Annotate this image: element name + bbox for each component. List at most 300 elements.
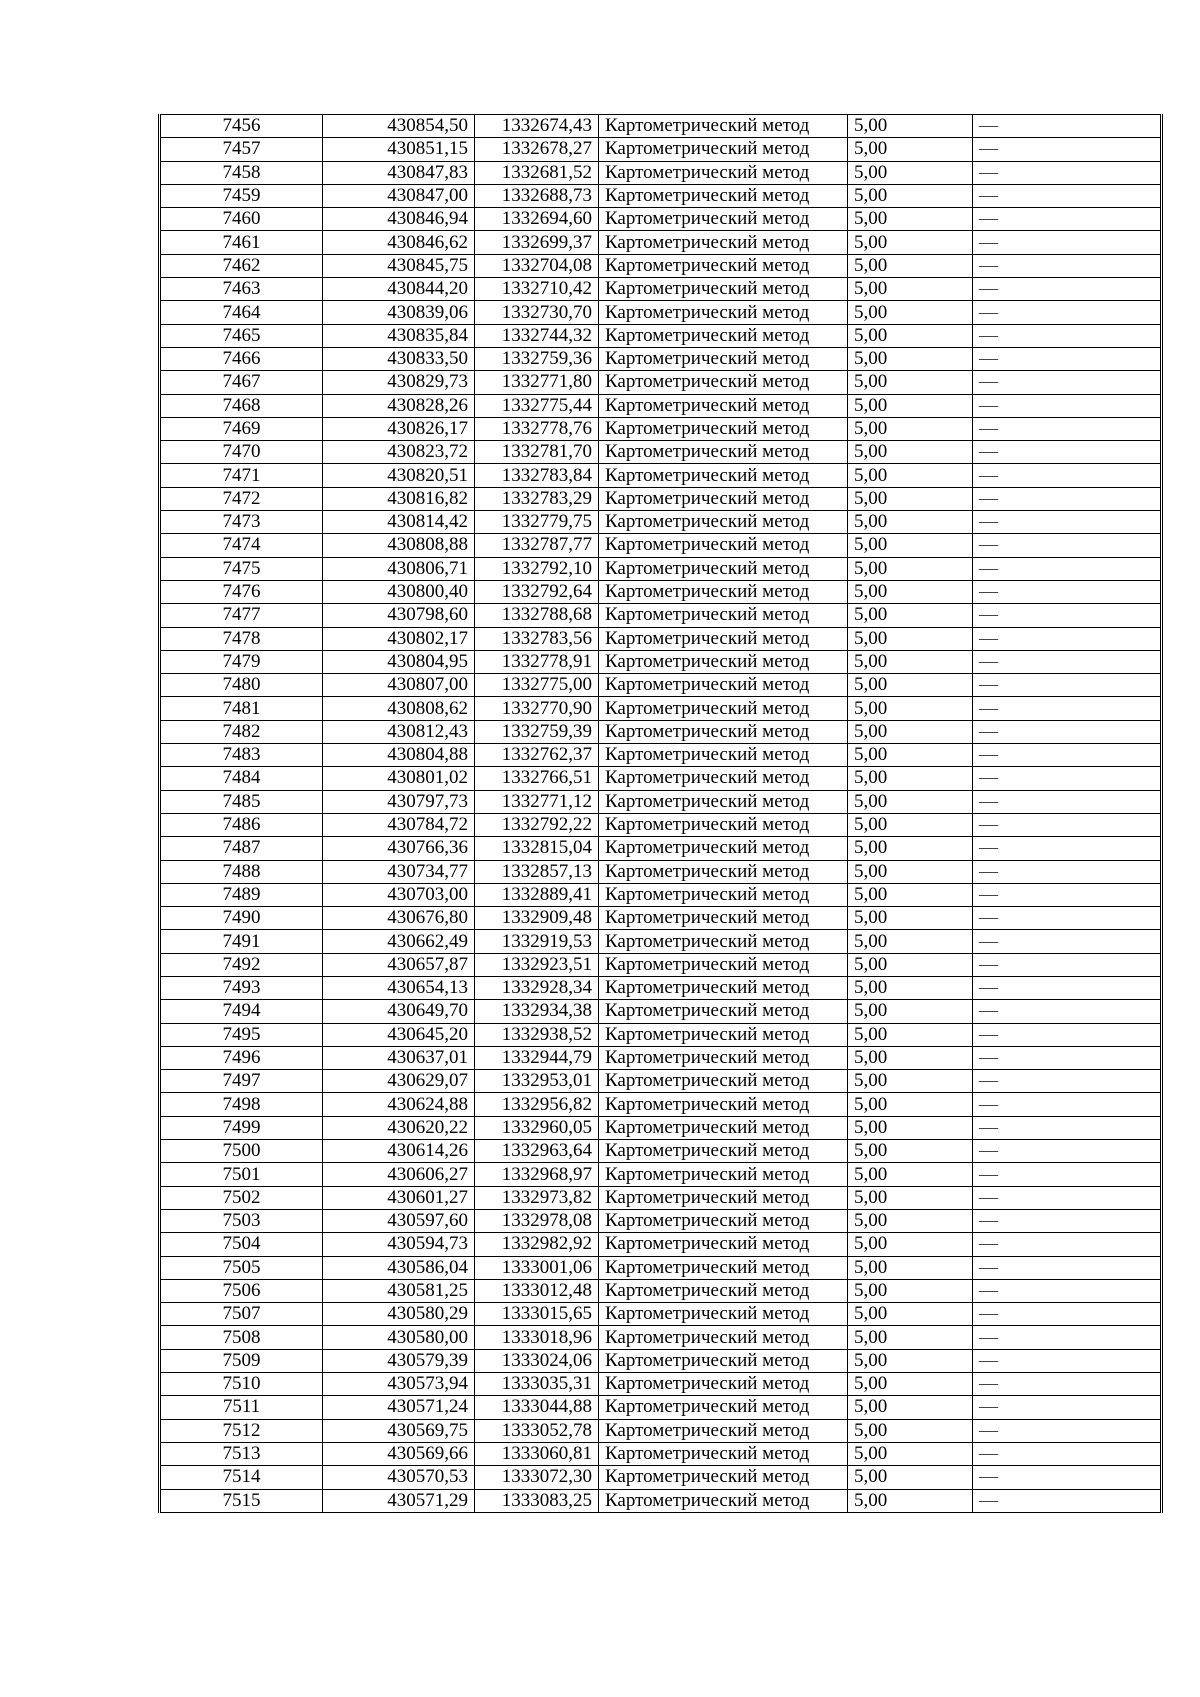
note-cell: —: [973, 347, 1162, 370]
y-coordinate-cell: 1332956,82: [475, 1093, 599, 1116]
note-cell: —: [973, 627, 1162, 650]
x-coordinate-cell: 430808,62: [323, 697, 475, 720]
y-coordinate-cell: 1333018,96: [475, 1326, 599, 1349]
point-number-cell: 7499: [160, 1116, 323, 1139]
note-cell: —: [973, 208, 1162, 231]
y-coordinate-cell: 1332681,52: [475, 161, 599, 184]
table-row: [160, 1466, 1162, 1489]
table-row: [160, 976, 1162, 999]
table-row: [160, 324, 1162, 347]
x-coordinate-cell: 430662,49: [323, 930, 475, 953]
accuracy-cell: 5,00: [848, 953, 973, 976]
point-number-cell: 7495: [160, 1023, 323, 1046]
note-cell: —: [973, 1163, 1162, 1186]
table-row: [160, 720, 1162, 743]
method-cell: Картометрический метод: [599, 976, 848, 999]
point-number-cell: 7490: [160, 907, 323, 930]
accuracy-cell: 5,00: [848, 604, 973, 627]
method-cell: Картометрический метод: [599, 860, 848, 883]
note-cell: —: [973, 674, 1162, 697]
x-coordinate-cell: 430847,00: [323, 184, 475, 207]
point-number-cell: 7482: [160, 720, 323, 743]
accuracy-cell: 5,00: [848, 813, 973, 836]
note-cell: —: [973, 1349, 1162, 1372]
method-cell: Картометрический метод: [599, 1163, 848, 1186]
table-row: [160, 650, 1162, 673]
table-row: [160, 1396, 1162, 1419]
table-row: [160, 1349, 1162, 1372]
note-cell: —: [973, 720, 1162, 743]
method-cell: Картометрический метод: [599, 417, 848, 440]
method-cell: Картометрический метод: [599, 115, 848, 138]
table-row: [160, 930, 1162, 953]
table-row: [160, 534, 1162, 557]
y-coordinate-cell: 1332909,48: [475, 907, 599, 930]
point-number-cell: 7510: [160, 1373, 323, 1396]
accuracy-cell: 5,00: [848, 1163, 973, 1186]
x-coordinate-cell: 430614,26: [323, 1140, 475, 1163]
table-row: [160, 860, 1162, 883]
x-coordinate-cell: 430854,50: [323, 115, 475, 138]
note-cell: —: [973, 557, 1162, 580]
table-row: [160, 1186, 1162, 1209]
note-cell: —: [973, 534, 1162, 557]
accuracy-cell: 5,00: [848, 1349, 973, 1372]
method-cell: Картометрический метод: [599, 487, 848, 510]
method-cell: Картометрический метод: [599, 184, 848, 207]
note-cell: —: [973, 278, 1162, 301]
note-cell: —: [973, 976, 1162, 999]
point-number-cell: 7496: [160, 1046, 323, 1069]
method-cell: Картометрический метод: [599, 1442, 848, 1465]
method-cell: Картометрический метод: [599, 324, 848, 347]
note-cell: —: [973, 138, 1162, 161]
accuracy-cell: 5,00: [848, 184, 973, 207]
accuracy-cell: 5,00: [848, 1186, 973, 1209]
method-cell: Картометрический метод: [599, 254, 848, 277]
table-row: [160, 394, 1162, 417]
accuracy-cell: 5,00: [848, 394, 973, 417]
x-coordinate-cell: 430645,20: [323, 1023, 475, 1046]
x-coordinate-cell: 430846,94: [323, 208, 475, 231]
point-number-cell: 7464: [160, 301, 323, 324]
note-cell: —: [973, 324, 1162, 347]
y-coordinate-cell: 1333015,65: [475, 1303, 599, 1326]
table-row: [160, 1419, 1162, 1442]
x-coordinate-cell: 430804,88: [323, 744, 475, 767]
y-coordinate-cell: 1332759,39: [475, 720, 599, 743]
note-cell: —: [973, 1140, 1162, 1163]
accuracy-cell: 5,00: [848, 511, 973, 534]
x-coordinate-cell: 430606,27: [323, 1163, 475, 1186]
accuracy-cell: 5,00: [848, 208, 973, 231]
x-coordinate-cell: 430624,88: [323, 1093, 475, 1116]
table-row: [160, 1256, 1162, 1279]
table-row: [160, 208, 1162, 231]
note-cell: —: [973, 371, 1162, 394]
accuracy-cell: 5,00: [848, 720, 973, 743]
point-number-cell: 7457: [160, 138, 323, 161]
accuracy-cell: 5,00: [848, 907, 973, 930]
table-row: [160, 697, 1162, 720]
note-cell: —: [973, 464, 1162, 487]
note-cell: —: [973, 1000, 1162, 1023]
x-coordinate-cell: 430579,39: [323, 1349, 475, 1372]
note-cell: —: [973, 697, 1162, 720]
note-cell: —: [973, 1489, 1162, 1512]
x-coordinate-cell: 430569,75: [323, 1419, 475, 1442]
y-coordinate-cell: 1333044,88: [475, 1396, 599, 1419]
accuracy-cell: 5,00: [848, 790, 973, 813]
x-coordinate-cell: 430851,15: [323, 138, 475, 161]
accuracy-cell: 5,00: [848, 138, 973, 161]
method-cell: Картометрический метод: [599, 1093, 848, 1116]
note-cell: —: [973, 441, 1162, 464]
method-cell: Картометрический метод: [599, 1489, 848, 1512]
table-row: [160, 511, 1162, 534]
note-cell: —: [973, 115, 1162, 138]
point-number-cell: 7473: [160, 511, 323, 534]
y-coordinate-cell: 1332923,51: [475, 953, 599, 976]
y-coordinate-cell: 1332759,36: [475, 347, 599, 370]
accuracy-cell: 5,00: [848, 697, 973, 720]
x-coordinate-cell: 430637,01: [323, 1046, 475, 1069]
x-coordinate-cell: 430654,13: [323, 976, 475, 999]
accuracy-cell: 5,00: [848, 650, 973, 673]
x-coordinate-cell: 430808,88: [323, 534, 475, 557]
x-coordinate-cell: 430812,43: [323, 720, 475, 743]
point-number-cell: 7492: [160, 953, 323, 976]
table-row: [160, 441, 1162, 464]
point-number-cell: 7504: [160, 1233, 323, 1256]
table-row: [160, 1209, 1162, 1232]
method-cell: Картометрический метод: [599, 1186, 848, 1209]
note-cell: —: [973, 580, 1162, 603]
y-coordinate-cell: 1332978,08: [475, 1209, 599, 1232]
accuracy-cell: 5,00: [848, 417, 973, 440]
point-number-cell: 7486: [160, 813, 323, 836]
point-number-cell: 7503: [160, 1209, 323, 1232]
x-coordinate-cell: 430571,24: [323, 1396, 475, 1419]
accuracy-cell: 5,00: [848, 1419, 973, 1442]
note-cell: —: [973, 511, 1162, 534]
y-coordinate-cell: 1332778,76: [475, 417, 599, 440]
note-cell: —: [973, 1070, 1162, 1093]
y-coordinate-cell: 1333052,78: [475, 1419, 599, 1442]
table-row: [160, 1303, 1162, 1326]
y-coordinate-cell: 1332968,97: [475, 1163, 599, 1186]
y-coordinate-cell: 1332792,22: [475, 813, 599, 836]
accuracy-cell: 5,00: [848, 744, 973, 767]
table-row: [160, 254, 1162, 277]
x-coordinate-cell: 430835,84: [323, 324, 475, 347]
method-cell: Картометрический метод: [599, 347, 848, 370]
y-coordinate-cell: 1332779,75: [475, 511, 599, 534]
method-cell: Картометрический метод: [599, 1209, 848, 1232]
note-cell: —: [973, 650, 1162, 673]
method-cell: Картометрический метод: [599, 1070, 848, 1093]
x-coordinate-cell: 430807,00: [323, 674, 475, 697]
note-cell: —: [973, 254, 1162, 277]
x-coordinate-cell: 430806,71: [323, 557, 475, 580]
point-number-cell: 7475: [160, 557, 323, 580]
y-coordinate-cell: 1332762,37: [475, 744, 599, 767]
point-number-cell: 7512: [160, 1419, 323, 1442]
accuracy-cell: 5,00: [848, 557, 973, 580]
table-row: [160, 1116, 1162, 1139]
x-coordinate-cell: 430828,26: [323, 394, 475, 417]
table-row: [160, 557, 1162, 580]
accuracy-cell: 5,00: [848, 1326, 973, 1349]
x-coordinate-cell: 430847,83: [323, 161, 475, 184]
y-coordinate-cell: 1332792,10: [475, 557, 599, 580]
accuracy-cell: 5,00: [848, 324, 973, 347]
table-row: [160, 184, 1162, 207]
y-coordinate-cell: 1333072,30: [475, 1466, 599, 1489]
point-number-cell: 7502: [160, 1186, 323, 1209]
accuracy-cell: 5,00: [848, 860, 973, 883]
point-number-cell: 7458: [160, 161, 323, 184]
x-coordinate-cell: 430820,51: [323, 464, 475, 487]
note-cell: —: [973, 417, 1162, 440]
method-cell: Картометрический метод: [599, 557, 848, 580]
accuracy-cell: 5,00: [848, 1233, 973, 1256]
point-number-cell: 7493: [160, 976, 323, 999]
y-coordinate-cell: 1332938,52: [475, 1023, 599, 1046]
x-coordinate-cell: 430703,00: [323, 883, 475, 906]
note-cell: —: [973, 1419, 1162, 1442]
method-cell: Картометрический метод: [599, 953, 848, 976]
method-cell: Картометрический метод: [599, 1373, 848, 1396]
point-number-cell: 7513: [160, 1442, 323, 1465]
accuracy-cell: 5,00: [848, 580, 973, 603]
point-number-cell: 7478: [160, 627, 323, 650]
method-cell: Картометрический метод: [599, 767, 848, 790]
y-coordinate-cell: 1332857,13: [475, 860, 599, 883]
accuracy-cell: 5,00: [848, 1396, 973, 1419]
x-coordinate-cell: 430844,20: [323, 278, 475, 301]
x-coordinate-cell: 430798,60: [323, 604, 475, 627]
point-number-cell: 7476: [160, 580, 323, 603]
x-coordinate-cell: 430657,87: [323, 953, 475, 976]
method-cell: Картометрический метод: [599, 720, 848, 743]
y-coordinate-cell: 1332744,32: [475, 324, 599, 347]
y-coordinate-cell: 1332766,51: [475, 767, 599, 790]
point-number-cell: 7461: [160, 231, 323, 254]
table-row: [160, 464, 1162, 487]
x-coordinate-cell: 430801,02: [323, 767, 475, 790]
method-cell: Картометрический метод: [599, 161, 848, 184]
method-cell: Картометрический метод: [599, 697, 848, 720]
note-cell: —: [973, 907, 1162, 930]
point-number-cell: 7507: [160, 1303, 323, 1326]
y-coordinate-cell: 1332963,64: [475, 1140, 599, 1163]
y-coordinate-cell: 1332770,90: [475, 697, 599, 720]
table-row: [160, 604, 1162, 627]
note-cell: —: [973, 790, 1162, 813]
table-row: [160, 813, 1162, 836]
table-row: [160, 347, 1162, 370]
method-cell: Картометрический метод: [599, 1116, 848, 1139]
point-number-cell: 7494: [160, 1000, 323, 1023]
note-cell: —: [973, 837, 1162, 860]
point-number-cell: 7500: [160, 1140, 323, 1163]
method-cell: Картометрический метод: [599, 1303, 848, 1326]
table-row: [160, 674, 1162, 697]
note-cell: —: [973, 394, 1162, 417]
x-coordinate-cell: 430802,17: [323, 627, 475, 650]
method-cell: Картометрический метод: [599, 930, 848, 953]
accuracy-cell: 5,00: [848, 837, 973, 860]
point-number-cell: 7465: [160, 324, 323, 347]
x-coordinate-cell: 430649,70: [323, 1000, 475, 1023]
y-coordinate-cell: 1332688,73: [475, 184, 599, 207]
method-cell: Картометрический метод: [599, 604, 848, 627]
table-row: [160, 138, 1162, 161]
note-cell: —: [973, 1046, 1162, 1069]
x-coordinate-cell: 430569,66: [323, 1442, 475, 1465]
method-cell: Картометрический метод: [599, 511, 848, 534]
point-number-cell: 7498: [160, 1093, 323, 1116]
table-row: [160, 767, 1162, 790]
table-row: [160, 487, 1162, 510]
note-cell: —: [973, 1279, 1162, 1302]
note-cell: —: [973, 231, 1162, 254]
y-coordinate-cell: 1332928,34: [475, 976, 599, 999]
accuracy-cell: 5,00: [848, 441, 973, 464]
note-cell: —: [973, 161, 1162, 184]
table-row: [160, 1070, 1162, 1093]
note-cell: —: [973, 301, 1162, 324]
table-row: [160, 883, 1162, 906]
y-coordinate-cell: 1332783,56: [475, 627, 599, 650]
method-cell: Картометрический метод: [599, 1396, 848, 1419]
note-cell: —: [973, 1233, 1162, 1256]
note-cell: —: [973, 744, 1162, 767]
method-cell: Картометрический метод: [599, 278, 848, 301]
x-coordinate-cell: 430823,72: [323, 441, 475, 464]
accuracy-cell: 5,00: [848, 115, 973, 138]
y-coordinate-cell: 1332710,42: [475, 278, 599, 301]
method-cell: Картометрический метод: [599, 1279, 848, 1302]
method-cell: Картометрический метод: [599, 1233, 848, 1256]
y-coordinate-cell: 1333001,06: [475, 1256, 599, 1279]
method-cell: Картометрический метод: [599, 208, 848, 231]
accuracy-cell: 5,00: [848, 1256, 973, 1279]
note-cell: —: [973, 1326, 1162, 1349]
point-number-cell: 7505: [160, 1256, 323, 1279]
point-number-cell: 7466: [160, 347, 323, 370]
method-cell: Картометрический метод: [599, 1000, 848, 1023]
y-coordinate-cell: 1332730,70: [475, 301, 599, 324]
point-number-cell: 7515: [160, 1489, 323, 1512]
note-cell: —: [973, 1256, 1162, 1279]
method-cell: Картометрический метод: [599, 1023, 848, 1046]
method-cell: Картометрический метод: [599, 790, 848, 813]
accuracy-cell: 5,00: [848, 301, 973, 324]
accuracy-cell: 5,00: [848, 1373, 973, 1396]
accuracy-cell: 5,00: [848, 1000, 973, 1023]
x-coordinate-cell: 430586,04: [323, 1256, 475, 1279]
coordinates-table-body: [160, 115, 1162, 1513]
method-cell: Картометрический метод: [599, 627, 848, 650]
point-number-cell: 7511: [160, 1396, 323, 1419]
y-coordinate-cell: 1332919,53: [475, 930, 599, 953]
x-coordinate-cell: 430629,07: [323, 1070, 475, 1093]
point-number-cell: 7470: [160, 441, 323, 464]
y-coordinate-cell: 1332982,92: [475, 1233, 599, 1256]
note-cell: —: [973, 767, 1162, 790]
y-coordinate-cell: 1333060,81: [475, 1442, 599, 1465]
note-cell: —: [973, 930, 1162, 953]
x-coordinate-cell: 430570,53: [323, 1466, 475, 1489]
y-coordinate-cell: 1332704,08: [475, 254, 599, 277]
x-coordinate-cell: 430797,73: [323, 790, 475, 813]
method-cell: Картометрический метод: [599, 1256, 848, 1279]
method-cell: Картометрический метод: [599, 441, 848, 464]
note-cell: —: [973, 1186, 1162, 1209]
accuracy-cell: 5,00: [848, 1209, 973, 1232]
note-cell: —: [973, 813, 1162, 836]
method-cell: Картометрический метод: [599, 1046, 848, 1069]
accuracy-cell: 5,00: [848, 1442, 973, 1465]
note-cell: —: [973, 883, 1162, 906]
y-coordinate-cell: 1332674,43: [475, 115, 599, 138]
method-cell: Картометрический метод: [599, 1140, 848, 1163]
method-cell: Картометрический метод: [599, 534, 848, 557]
note-cell: —: [973, 1093, 1162, 1116]
point-number-cell: 7506: [160, 1279, 323, 1302]
method-cell: Картометрический метод: [599, 837, 848, 860]
point-number-cell: 7487: [160, 837, 323, 860]
accuracy-cell: 5,00: [848, 534, 973, 557]
y-coordinate-cell: 1332678,27: [475, 138, 599, 161]
note-cell: —: [973, 1209, 1162, 1232]
y-coordinate-cell: 1332934,38: [475, 1000, 599, 1023]
method-cell: Картометрический метод: [599, 744, 848, 767]
x-coordinate-cell: 430766,36: [323, 837, 475, 860]
note-cell: —: [973, 604, 1162, 627]
table-row: [160, 1140, 1162, 1163]
x-coordinate-cell: 430846,62: [323, 231, 475, 254]
x-coordinate-cell: 430594,73: [323, 1233, 475, 1256]
note-cell: —: [973, 860, 1162, 883]
point-number-cell: 7481: [160, 697, 323, 720]
y-coordinate-cell: 1332889,41: [475, 883, 599, 906]
point-number-cell: 7479: [160, 650, 323, 673]
table-row: [160, 953, 1162, 976]
point-number-cell: 7467: [160, 371, 323, 394]
accuracy-cell: 5,00: [848, 254, 973, 277]
point-number-cell: 7460: [160, 208, 323, 231]
table-row: [160, 1046, 1162, 1069]
note-cell: —: [973, 1373, 1162, 1396]
x-coordinate-cell: 430571,29: [323, 1489, 475, 1512]
x-coordinate-cell: 430620,22: [323, 1116, 475, 1139]
point-number-cell: 7459: [160, 184, 323, 207]
y-coordinate-cell: 1332953,01: [475, 1070, 599, 1093]
accuracy-cell: 5,00: [848, 1116, 973, 1139]
y-coordinate-cell: 1332694,60: [475, 208, 599, 231]
point-number-cell: 7485: [160, 790, 323, 813]
accuracy-cell: 5,00: [848, 883, 973, 906]
accuracy-cell: 5,00: [848, 1070, 973, 1093]
x-coordinate-cell: 430601,27: [323, 1186, 475, 1209]
method-cell: Картометрический метод: [599, 883, 848, 906]
y-coordinate-cell: 1332787,77: [475, 534, 599, 557]
accuracy-cell: 5,00: [848, 1046, 973, 1069]
x-coordinate-cell: 430580,29: [323, 1303, 475, 1326]
